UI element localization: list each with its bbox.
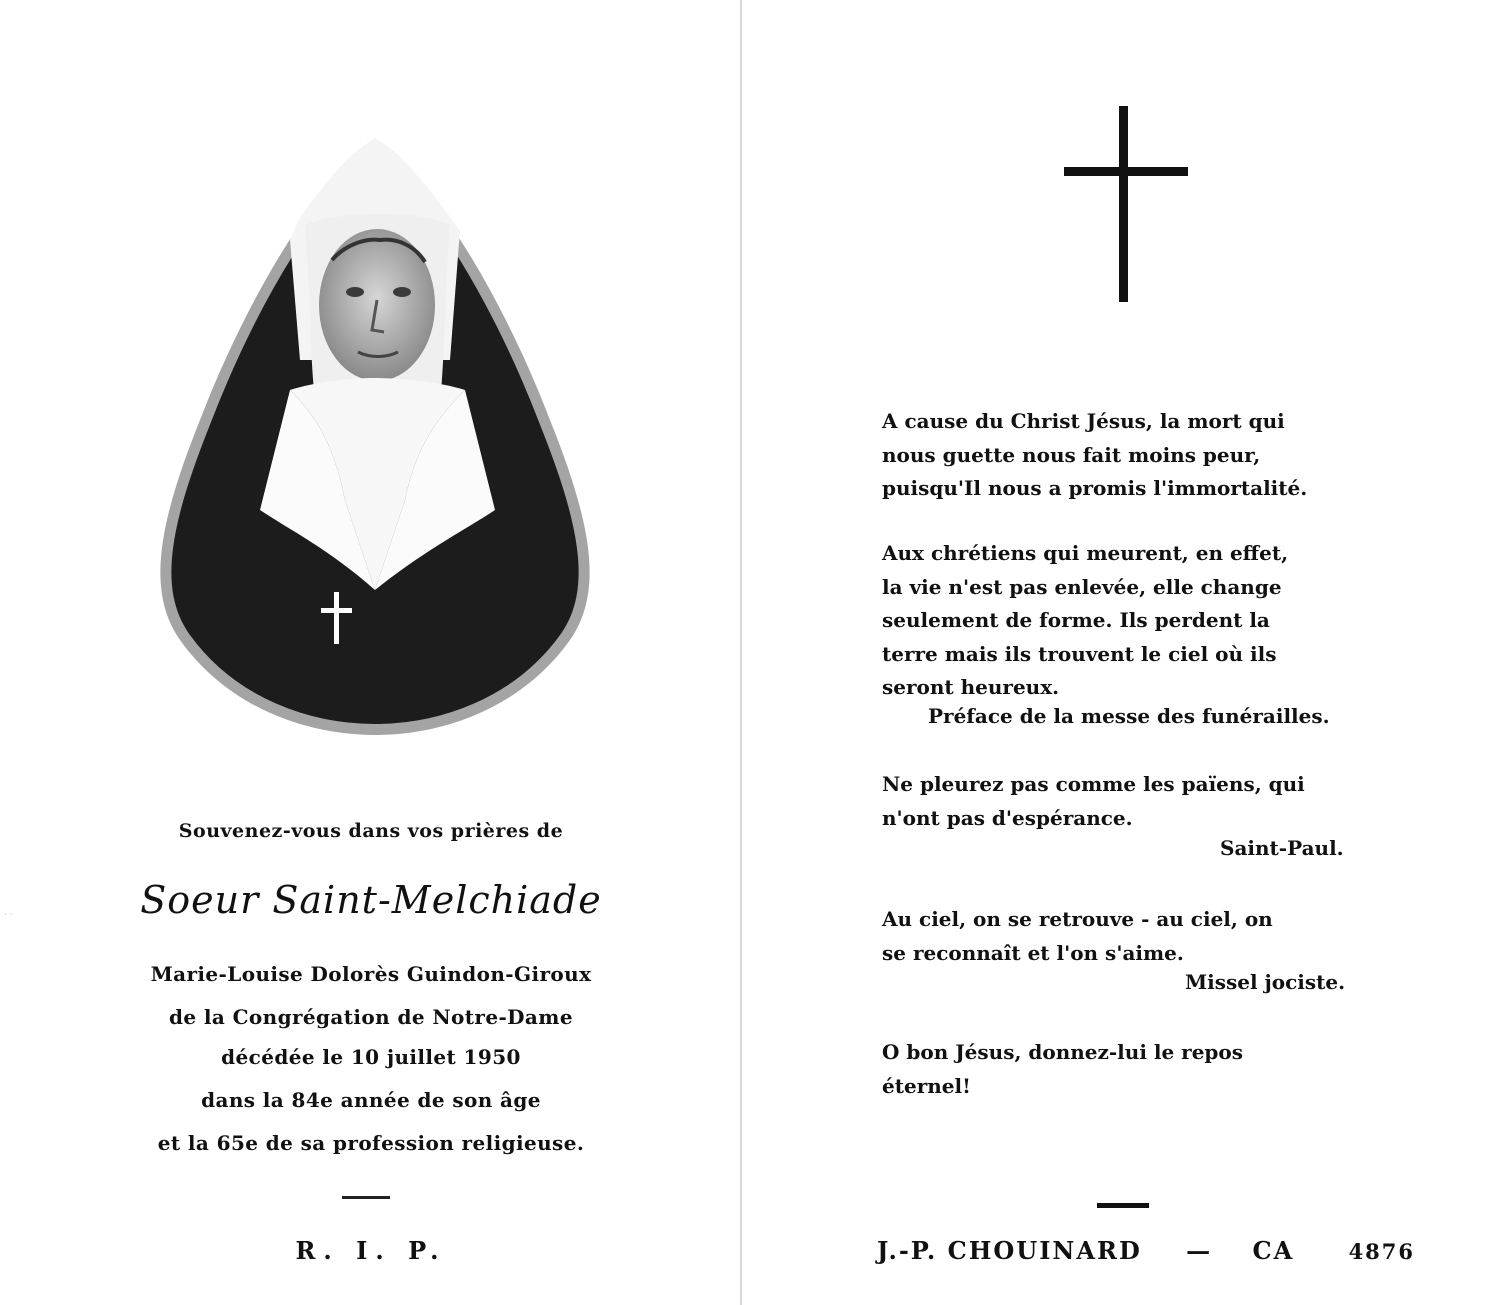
nun-portrait-photo (140, 120, 610, 740)
remember-line: Souvenez-vous dans vos prières de (178, 820, 564, 842)
attribution-missel: Missel jociste. (1185, 970, 1346, 994)
cross-icon (1064, 106, 1188, 302)
footer-code: CA (1252, 1236, 1295, 1265)
detail-line-age: dans la 84e année de son âge (201, 1088, 541, 1112)
printer-name: J.-P. CHOUINARD (877, 1236, 1142, 1265)
detail-line-profession: et la 65e de sa profession religieuse. (157, 1131, 585, 1155)
text-line: O bon Jésus, donnez-lui le repos (882, 1040, 1244, 1064)
detail-line-death-date: décédée le 10 juillet 1950 (221, 1045, 521, 1069)
text-line: seulement de forme. Ils perdent la (882, 608, 1270, 632)
separator-rule (1097, 1203, 1149, 1208)
quote-paragraph-4 (882, 903, 1364, 970)
religious-name: Soeur Saint-Melchiade (140, 878, 602, 922)
text-line: A cause du Christ Jésus, la mort qui (882, 409, 1285, 433)
margin-mark: · · (4, 910, 13, 920)
text-line: la vie n'est pas enlevée, elle change (882, 574, 1282, 599)
printer-footer (877, 1236, 1415, 1265)
quote-paragraph-2 (882, 537, 1364, 705)
footer-number: 4876 (1348, 1239, 1416, 1264)
text-line: Aux chrétiens qui meurent, en effet, (882, 541, 1289, 565)
detail-line-congregation: de la Congrégation de Notre-Dame (169, 1005, 573, 1029)
text-line: se reconnaît et l'on s'aime. (882, 940, 1184, 965)
quote-paragraph-5 (882, 1036, 1364, 1103)
memorial-card-front (0, 0, 742, 1305)
text-line: éternel! (882, 1073, 971, 1098)
text-line: terre mais ils trouvent le ciel où ils (882, 641, 1277, 666)
detail-line-birth-name: Marie-Louise Dolorès Guindon-Giroux (150, 962, 592, 986)
rip-closing: R. I. P. (295, 1236, 447, 1265)
text-line: n'ont pas d'espérance. (882, 805, 1133, 830)
separator-rule (342, 1196, 390, 1199)
attribution-saint-paul: Saint-Paul. (1220, 836, 1344, 860)
text-line: nous guette nous fait moins peur, (882, 442, 1261, 467)
text-line: puisqu'Il nous a promis l'immortalité. (882, 476, 1308, 500)
text-line: Au ciel, on se retrouve - au ciel, on (882, 907, 1273, 931)
text-line: Ne pleurez pas comme les païens, qui (882, 772, 1305, 796)
quote-paragraph-1 (882, 405, 1364, 506)
footer-dash: — (1186, 1236, 1213, 1265)
quote-paragraph-3 (882, 768, 1364, 835)
attribution-preface: Préface de la messe des funérailles. (928, 704, 1330, 728)
text-line: seront heureux. (882, 675, 1060, 699)
